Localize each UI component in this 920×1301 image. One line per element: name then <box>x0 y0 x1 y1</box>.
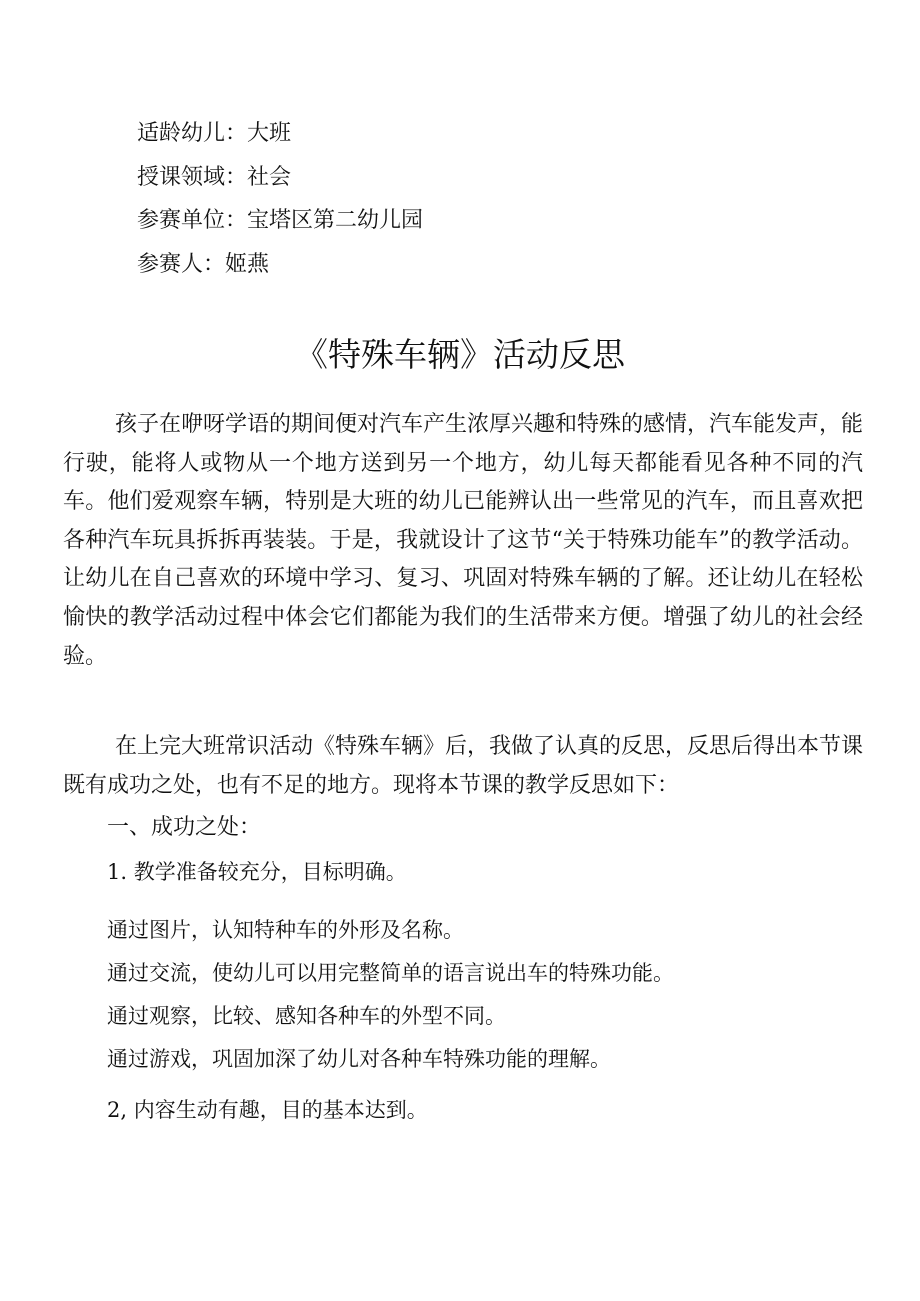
point-2: 2, 内容生动有趣，目的基本达到。 <box>107 1098 428 1122</box>
unit-line: 参赛单位：宝塔区第二幼儿园 <box>137 208 424 233</box>
intro-paragraph: 孩子在咿呀学语的期间便对汽车产生浓厚兴趣和特殊的感情，汽车能发声，能行驶，能将人或物从一个地方送到另一个地方，幼儿每天都能看见各种不同的汽车。他们爱观察车辆，特别是大班的幼儿已能辨认出一些常见的汽车，而且喜欢把各种汽车玩具拆拆再装装。于是，我就设计了这节“关于特殊功能车”的教学活动。让幼儿在自己喜欢的环境中学习、复习、巩固对特殊车辆的了解。还让幼儿在轻松愉快的教学活动过程中体会它们都能为我们的生活带来方便。增强了幼儿的社会经验。 <box>63 412 864 669</box>
document-title: 《特殊车辆》活动反思 <box>295 335 625 374</box>
domain-line: 授课领域：社会 <box>137 165 292 190</box>
list-item: 通过游戏，巩固加深了幼儿对各种车特殊功能的理解。 <box>107 1047 611 1071</box>
list-item: 通过观察，比较、感知各种车的外型不同。 <box>107 1004 506 1028</box>
reflection-paragraph: 在上完大班常识活动《特殊车辆》后，我做了认真的反思，反思后得出本节课既有成功之处，也有不足的地方。现将本节课的教学反思如下： <box>63 734 864 798</box>
list-item: 通过图片，认知特种车的外形及名称。 <box>107 918 464 942</box>
list-item: 通过交流，使幼儿可以用完整简单的语言说出车的特殊功能。 <box>107 961 674 985</box>
section-heading: 一、成功之处： <box>107 815 262 840</box>
point-1: 1. 教学准备较充分，目标明确。 <box>107 860 407 884</box>
participant-line: 参赛人：姬燕 <box>137 252 270 277</box>
age-group-line: 适龄幼儿：大班 <box>137 121 292 146</box>
